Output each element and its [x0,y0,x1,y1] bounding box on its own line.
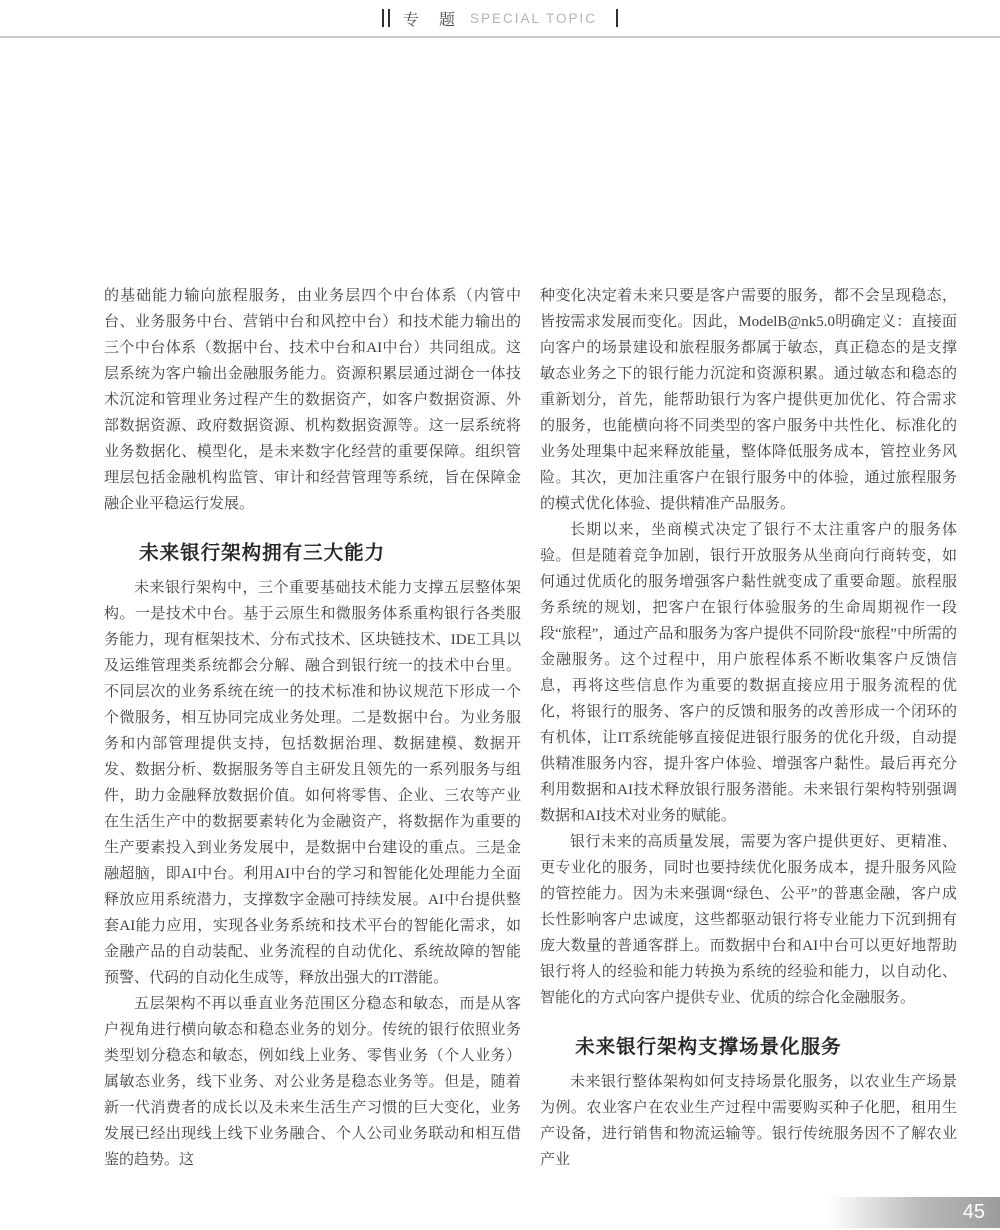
paragraph: 未来银行整体架构如何支持场景化服务，以农业生产场景为例。农业客户在农业生产过程中需要购买种子化肥，租用生产设备，进行销售和物流运输等。银行传统服务因不了解农业产业 [540,1074,957,1168]
paragraph: 种变化决定着未来只要是客户需要的服务，都不会呈现稳态，皆按需求发展而变化。因此，ModelB@nk5.0明确定义：直接面向客户的场景建设和旅程服务都属于敏态，真正稳态的是支撑敏态业务之下的银行能力沉淀和资源积累。通过敏态和稳态的重新划分，首先，能帮助银行为客户提供更加优化、符合需求的服务，也能横向将不同类型的客户服务中共性化、标准化的业务处理集中起来释放能量，整体降低服务成本，管控业务风险。其次，更加注重客户在银行服务中的体验，通过旅程服务的模式优化体验、提供精准产品服务。 [540,288,957,512]
page-number-bar [828,1197,1000,1228]
paragraph: 银行未来的高质量发展，需要为客户提供更好、更精准、更专业化的服务，同时也要持续优化服务成本，提升服务风险的管控能力。因为未来强调“绿色、公平”的普惠金融，客户成长性影响客户忠诚度，这些都驱动银行将专业能力下沉到拥有庞大数量的普通客群上。而数据中台和AI中台可以更好地帮助银行将人的经验和能力转换为系统的经验和能力，以自动化、智能化的方式向客户提供专业、优质的综合化金融服务。 [540,834,957,1006]
section-heading-capabilities: 未来银行架构拥有三大能力 [139,543,386,564]
paragraph: 的基础能力输向旅程服务，由业务层四个中台体系（内管中台、业务服务中台、营销中台和风控中台）和技术能力输出的三个中台体系（数据中台、技术中台和AI中台）共同组成。这层系统为客户输出金融服务能力。资源积累层通过湖仓一体技术沉淀和管理业务过程产生的数据资产，如客户数据资源、外部数据资源、政府数据资源、机构数据资源等。这一层系统将业务数据化、模型化，是未来数字化经营的重要保障。组织管理层包括金融机构监管、审计和经营管理等系统，旨在保障金融企业平稳运行发展。 [104,288,521,512]
article-body [0,38,1000,1173]
single-bar-icon [616,9,618,27]
page-header [0,0,1000,36]
right-column [540,283,957,1173]
paragraph: 未来银行架构中，三个重要基础技术能力支撑五层整体架构。一是技术中台。基于云原生和微服务体系重构银行各类服务能力，现有框架技术、分布式技术、区块链技术、IDE工具以及运维管理类系统都会分解、融合到银行统一的技术中台里。不同层次的业务系统在统一的技术标准和协议规范下形成一个个微服务，相互协同完成业务处理。二是数据中台。为业务服务和内部管理提供支持，包括数据治理、数据建模、数据开发、数据分析、数据服务等自主研发且领先的一系列服务与组件，助力金融释放数据价值。如何将零售、企业、三农等产业在生活生产中的数据要素转化为金融资产，将数据作为重要的生产要素投入到业务发展中，是数据中台建设的重点。三是金融超脑，即AI中台。利用AI中台的学习和智能化处理能力全面释放应用系统潜力，支撑数字金融可持续发展。AI中台提供整套AI能力应用，实现各业务系统和技术平台的智能化需求，如金融产品的自动装配、业务流程的自动优化、系统故障的智能预警、代码的自动化生成等，释放出强大的IT潜能。 [104,580,521,986]
page-number: 45 [962,1201,985,1223]
paragraph: 长期以来，坐商模式决定了银行不太注重客户的服务体验。但是随着竞争加剧，银行开放服务从坐商向行商转变，如何通过优质化的服务增强客户黏性就变成了重要命题。旅程服务系统的规划，把客户在银行体验服务的生命周期视作一段段“旅程”，通过产品和服务为客户提供不同阶段“旅程”中所需的金融服务。这个过程中，用户旅程体系不断收集客户反馈信息，再将这些信息作为重要的数据直接应用于服务流程的优化，将银行的服务、客户的反馈和服务的改善形成一个闭环的有机体，让IT系统能够直接促进银行服务的优化升级，自动提供精准服务内容，提升客户体验、增强客户黏性。最后再充分利用数据和AI技术释放银行服务潜能。未来银行架构特别强调数据和AI技术对业务的赋能。 [540,522,957,824]
paragraph: 五层架构不再以垂直业务范围区分稳态和敏态，而是从客户视角进行横向敏态和稳态业务的划分。传统的银行依照业务类型划分稳态和敏态，例如线上业务、零售业务（个人业务）属敏态业务，线下业务、对公业务是稳态业务等。但是，随着新一代消费者的成长以及未来生活生产习惯的巨大变化，业务发展已经出现线上线下业务融合、个人公司业务联动和相互借鉴的趋势。这 [104,996,521,1168]
header-topic-en: SPECIAL TOPIC [469,10,598,26]
left-column [104,283,521,1173]
double-bar-icon [382,9,390,27]
section-heading-scenario-services: 未来银行架构支撑场景化服务 [575,1037,842,1058]
header-topic-cn: 专 题 [402,11,457,29]
